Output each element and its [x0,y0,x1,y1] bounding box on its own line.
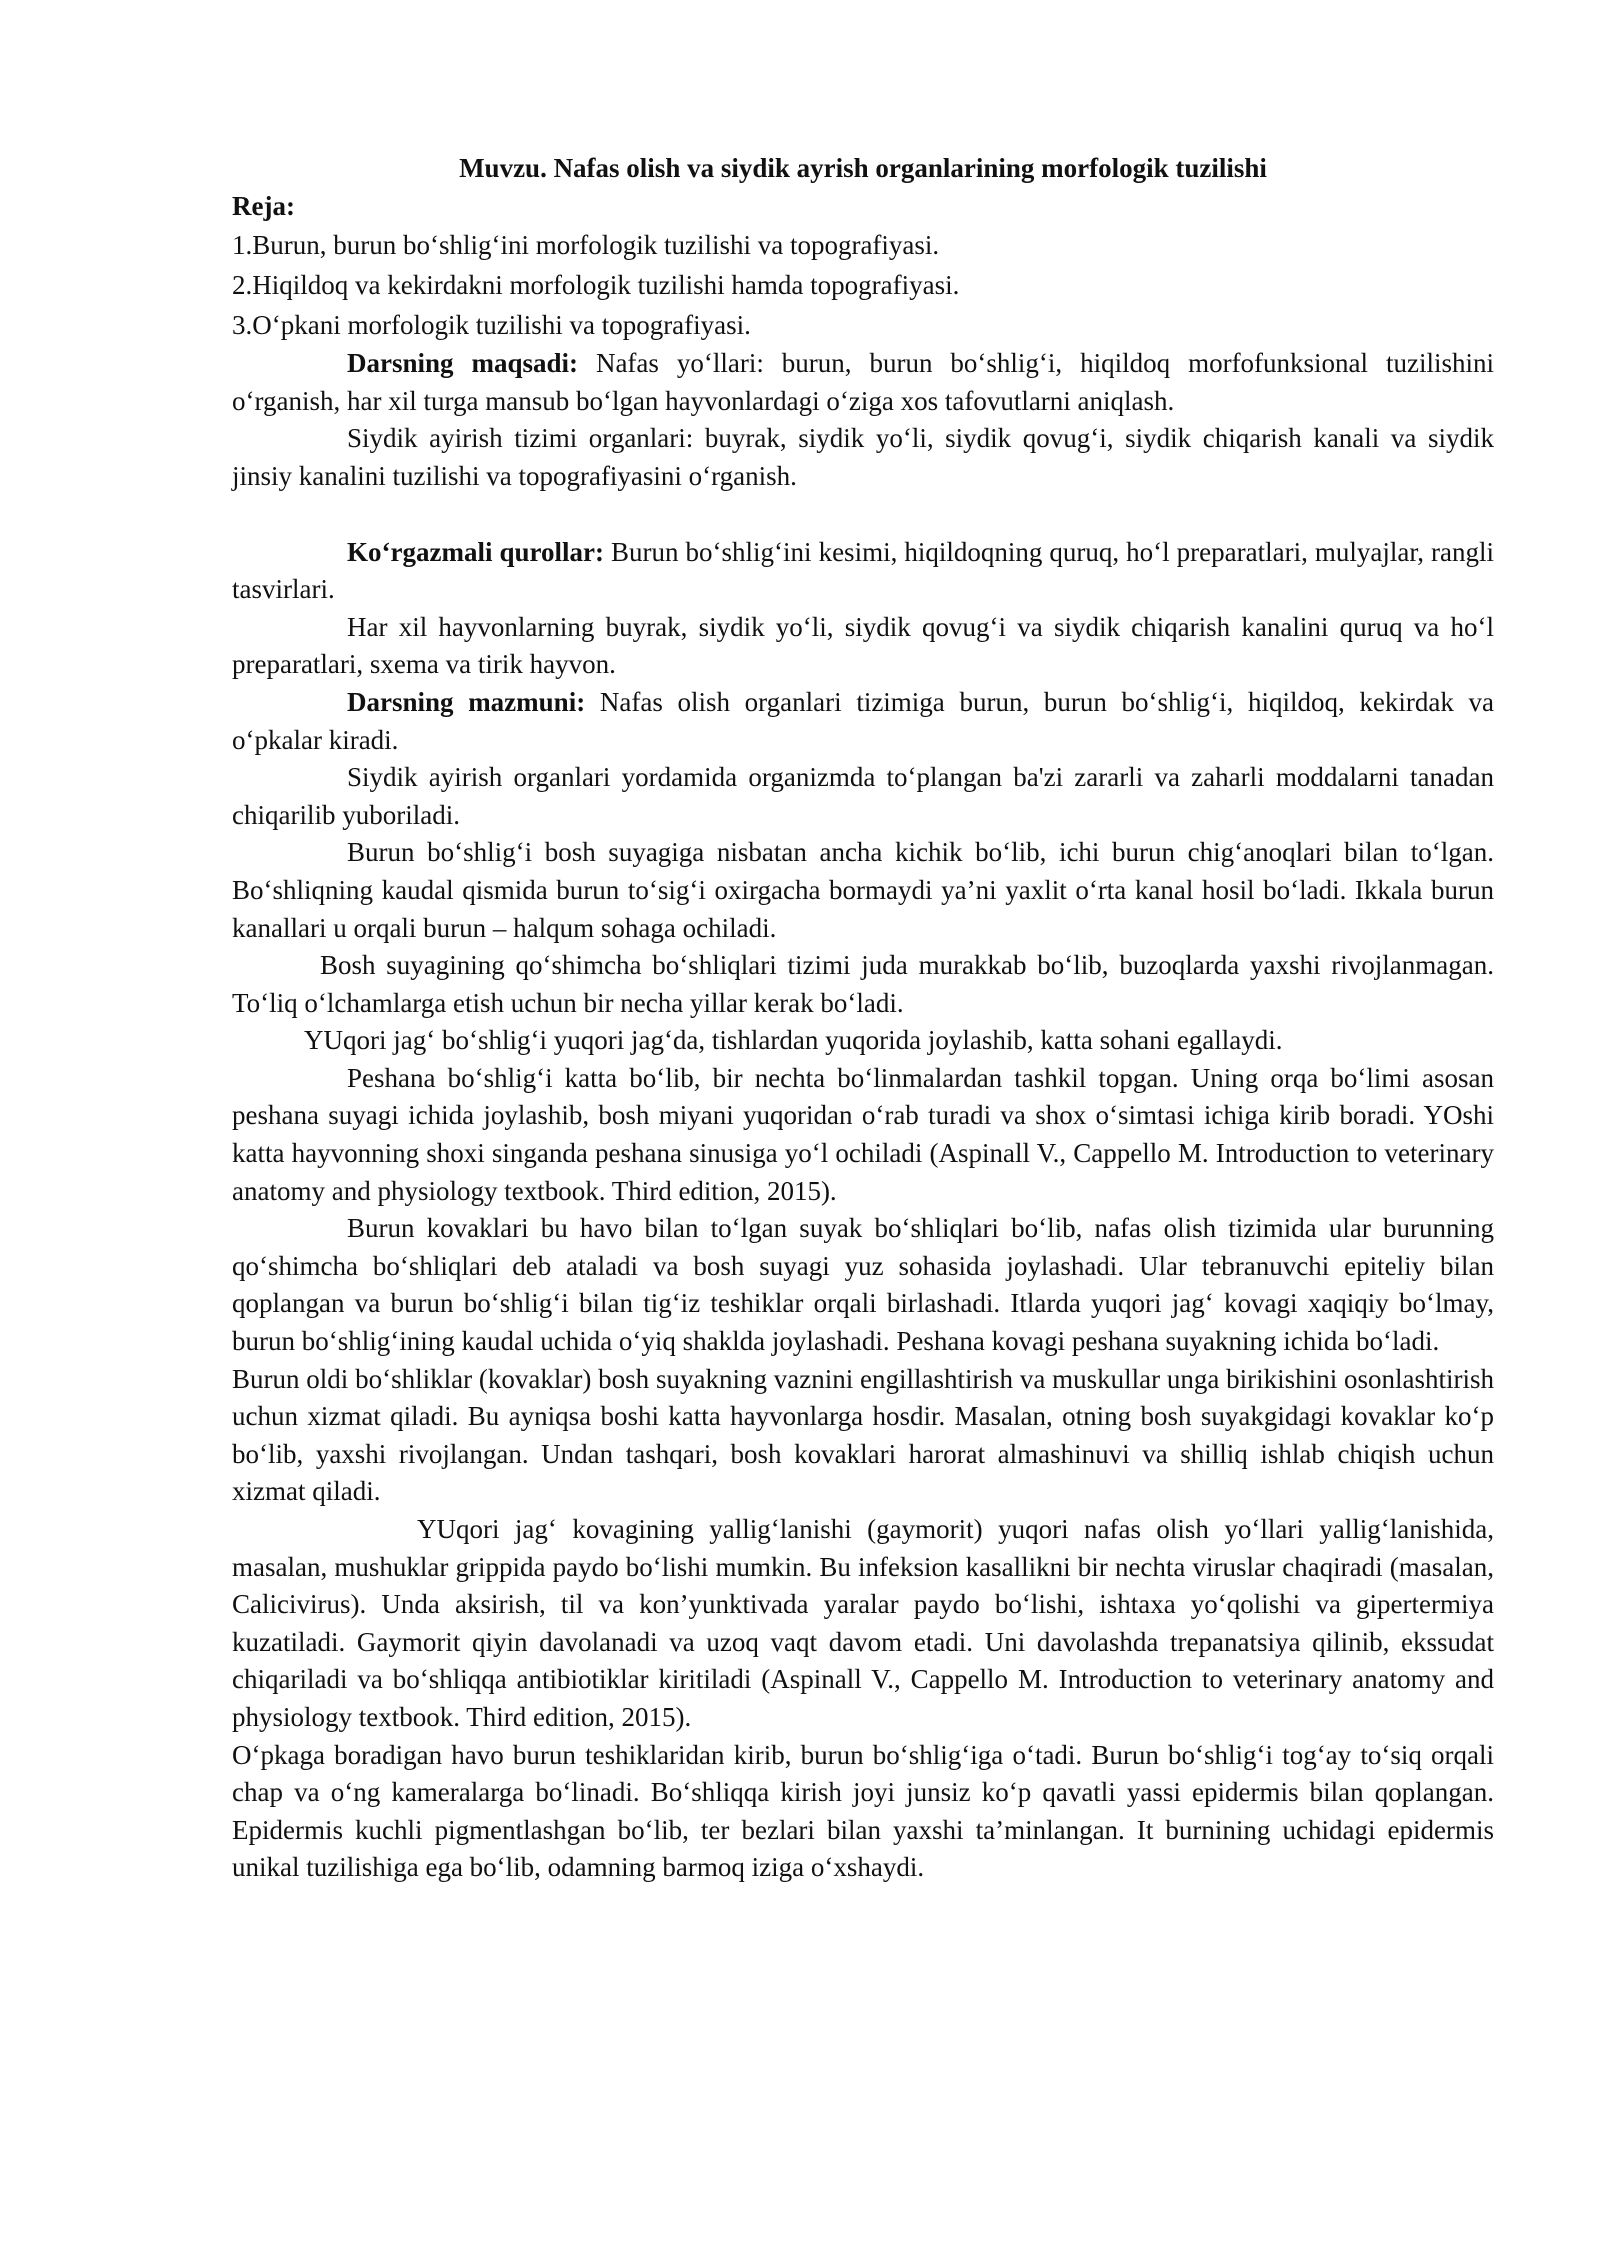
body-paragraph-7: Burun oldi bo‘shliklar (kovaklar) bosh suyakning vaznini engillashtirish va muskullar unga birikishini osonlashtirish uchun xizmat qiladi. Bu ayniqsa boshi katta hayvonlarga hosdir. Masalan, otning bosh suyakgidagi kovaklar ko‘p bo‘lib, yaxshi rivojlangan. Undan tashqari, bosh kovaklari harorat almashinuvi va shilliq ishlab chiqish uchun xizmat qiladi. [232,1363,1494,1507]
goal-text: Nafas yo‘llari: burun, burun bo‘shlig‘i, hiqildoq morfofunksional tuzilishini o‘rganish, har xil turga mansub bo‘lgan hayvonlardagi o‘ziga xos tafovutlarni aniqlash. [232,348,1494,416]
body-paragraph-1: Siydik ayirish organlari yordamida organizmda to‘plangan ba'zi zararli va zaharli moddalarni tanadan chiqarilib yuboriladi. [232,762,1494,830]
plan-heading: Reja: [232,190,295,221]
content-text: Nafas olish organlari tizimiga burun, burun bo‘shlig‘i, hiqildoq, kekirdak va o‘pkalar kiradi. [232,686,1494,755]
content-label: Darsning mazmuni: [347,686,586,717]
body-paragraph-4: YUqori jag‘ bo‘shlig‘i yuqori jag‘da, tishlardan yuqorida joylashib, katta sohani egallaydi. [304,1025,1283,1056]
body-paragraph-8: YUqori jag‘ kovagining yallig‘lanishi (gaymorit) yuqori nafas olish yo‘llari yallig‘lanishida, masalan, mushuklar grippida paydo bo‘lishi mumkin. Bu infeksion kasallikni bir nechta viruslar chaqiradi (masalan, Calicivirus). Unda aksirish, til va kon’yunktivada yaralar paydo bo‘lishi, ishtaxa yo‘qolishi va gipertermiya kuzatiladi. Gaymorit qiyin davolanadi va uzoq vaqt davom etadi. Uni davolashda trepanatsiya qilinib, ekssudat chiqariladi va bo‘shliqqa antibiotiklar kiritiladi (Aspinall V., Cappello M. Introduction to veterinary anatomy and physiology textbook. Third edition, 2015). [232,1514,1494,1732]
document-title: Muvzu. Nafas olish va siydik ayrish organlarining morfologik tuzilishi [459,153,1267,183]
plan-item-1: 1.Burun, burun bo‘shlig‘ini morfologik tuzilishi va topografiyasi. [232,230,940,261]
body-paragraph-6: Burun kovaklari bu havo bilan to‘lgan suyak bo‘shliqlari bo‘lib, nafas olish tizimida ular burunning qo‘shimcha bo‘shliqlari deb ataladi va bosh suyagi yuz sohasida joylashadi. Ular tebranuvchi epiteliy bilan qoplangan va burun bo‘shlig‘i bilan tig‘iz teshiklar orqali birlashadi. Itlarda yuqori jag‘ kovagi xaqiqiy bo‘lmay, burun bo‘shlig‘ining kaudal uchida o‘yiq shaklda joylashadi. Peshana kovagi peshana suyakning ichida bo‘ladi. [232,1213,1494,1357]
plan-item-3: 3.O‘pkani morfologik tuzilishi va topografiyasi. [232,310,751,341]
body-paragraph-2: Burun bo‘shlig‘i bosh suyagiga nisbatan ancha kichik bo‘lib, ichi burun chig‘anoqlari bilan to‘lgan. Bo‘shliqning kaudal qismida burun to‘sig‘i oxirgacha bormaydi ya’ni yaxlit o‘rta kanal hosil bo‘ladi. Ikkala burun kanallari u orqali burun – halqum sohaga ochiladi. [232,837,1494,943]
body-paragraph-9: O‘pkaga boradigan havo burun teshiklaridan kirib, burun bo‘shlig‘iga o‘tadi. Burun bo‘shlig‘i tog‘ay to‘siq orqali chap va o‘ng kameralarga bo‘linadi. Bo‘shliqqa kirish joyi junsiz ko‘p qavatli yassi epidermis bilan qoplangan. Epidermis kuchli pigmentlashgan bo‘lib, ter bezlari bilan yaxshi ta’minlangan. It burnining uchidagi epidermis unikal tuzilishiga ega bo‘lib, odamning barmoq iziga o‘xshaydi. [232,1739,1494,1883]
materials-label: Ko‘rgazmali qurollar: [347,536,604,567]
plan-item-2: 2.Hiqildoq va kekirdakni morfologik tuzilishi hamda topografiyasi. [232,270,960,301]
document-page [232,150,1494,1887]
materials-text: Burun bo‘shlig‘ini kesimi, hiqildoqning quruq, ho‘l preparatlari, mulyajlar, rangli tasvirlari. [232,536,1494,605]
materials-paragraph [232,534,1494,609]
body-paragraph-5: Peshana bo‘shlig‘i katta bo‘lib, bir nechta bo‘linmalardan tashkil topgan. Uning orqa bo‘limi asosan peshana suyagi ichida joylashib, bosh miyani yuqoridan o‘rab turadi va shox o‘simtasi ichiga kirib boradi. YOshi katta hayvonning shoxi singanda peshana sinusiga yo‘l ochiladi (Aspinall V., Cappello M. Introduction to veterinary anatomy and physiology textbook. Third edition, 2015). [232,1062,1494,1206]
goal-label: Darsning maqsadi: [347,348,578,379]
content-paragraph [232,684,1494,759]
goal-paragraph [232,345,1494,420]
body-paragraph-3: Bosh suyagining qo‘shimcha bo‘shliqlari tizimi juda murakkab bo‘lib, buzoqlarda yaxshi rivojlanmagan. To‘liq o‘lchamlarga etish uchun bir necha yillar kerak bo‘ladi. [232,950,1494,1018]
goal-urinary-paragraph: Siydik ayirish tizimi organlari: buyrak, siydik yo‘li, siydik qovug‘i, siydik chiqarish kanali va siydik jinsiy kanalini tuzilishi va topografiyasini o‘rganish. [232,423,1494,491]
blank-line [232,496,1494,534]
materials-urinary-paragraph: Har xil hayvonlarning buyrak, siydik yo‘li, siydik qovug‘i va siydik chiqarish kanalini quruq va ho‘l preparatlari, sxema va tirik hayvon. [232,611,1494,680]
